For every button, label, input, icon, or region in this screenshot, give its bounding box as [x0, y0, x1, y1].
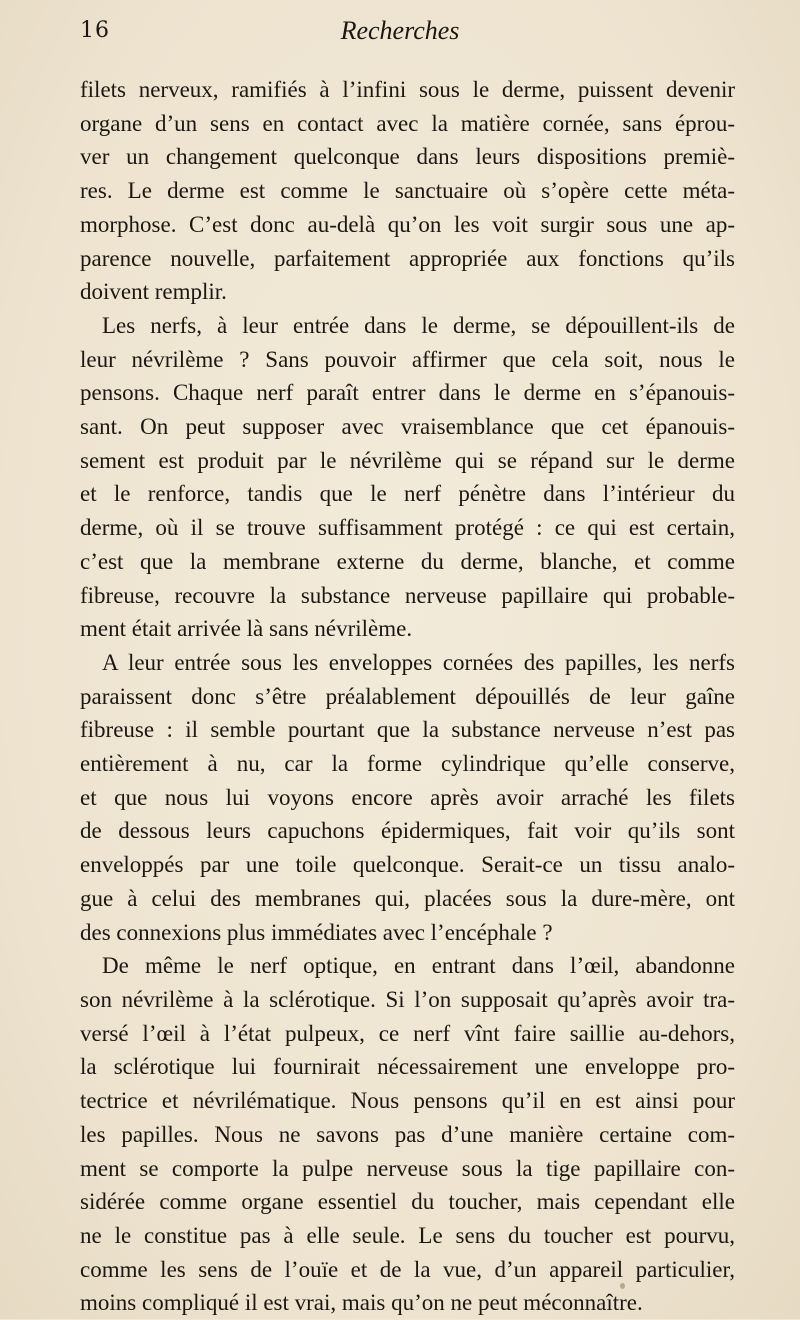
text-line: la sclérotique lui fournirait nécessairement une enveloppe pro- [80, 1054, 735, 1080]
text-line: les papilles. Nous ne savons pas d’une manière certaine com- [80, 1121, 735, 1147]
text-line: fibreuse, recouvre la substance nerveuse papillaire qui probable- [80, 582, 735, 608]
page-number: 16 [80, 18, 110, 43]
text-line: ne le constitue pas à elle seule. Le sens du toucher est pourvu, [80, 1222, 735, 1248]
text-line: ment se comporte la pulpe nerveuse sous la tige papillaire con- [80, 1155, 735, 1181]
text-line: A leur entrée sous les enveloppes cornées des papilles, les nerfs [102, 649, 735, 675]
text-line: Les nerfs, à leur entrée dans le derme, se dépouillent-ils de [102, 312, 735, 338]
text-line: fibreuse : il semble pourtant que la substance nerveuse n’est pas [80, 717, 735, 743]
text-line: son névrilème à la sclérotique. Si l’on supposait qu’après avoir tra- [80, 986, 735, 1012]
paragraph [80, 646, 735, 949]
text-line: des connexions plus immédiates avec l’encéphale ? [80, 919, 553, 945]
text-line: morphose. C’est donc au-delà qu’on les voit surgir sous une ap- [80, 211, 735, 237]
text-line: res. Le derme est comme le sanctuaire où s’opère cette méta- [80, 178, 735, 204]
text-line: parence nouvelle, parfaitement appropriée aux fonctions qu’ils [80, 245, 735, 271]
text-line: derme, où il se trouve suffisamment protégé : ce qui est certain, [80, 515, 735, 541]
text-line: ment était arrivée là sans névrilème. [80, 616, 413, 642]
text-line: sidérée comme organe essentiel du toucher, mais cependant elle [80, 1189, 735, 1215]
paragraph [80, 309, 735, 646]
text-line: et le renforce, tandis que le nerf pénètre dans l’intérieur du [80, 481, 735, 507]
text-line: leur névrilème ? Sans pouvoir affirmer que cela soit, nous le [80, 346, 735, 372]
running-title: Recherches [340, 16, 460, 45]
text-line: entièrement à nu, car la forme cylindrique qu’elle conserve, [80, 751, 735, 777]
text-line: ver un changement quelconque dans leurs dispositions premiè- [80, 144, 735, 170]
text-line: c’est que la membrane externe du derme, blanche, et comme [80, 548, 735, 574]
paragraph [80, 73, 735, 309]
text-line: De même le nerf optique, en entrant dans l’œil, abandonne [102, 953, 735, 979]
text-line: moins compliqué il est vrai, mais qu’on ne peut méconnaître. [80, 1290, 643, 1316]
text-line: gue à celui des membranes qui, placées sous la dure-mère, ont [80, 885, 735, 911]
text-line: doivent remplir. [80, 279, 227, 305]
text-line: paraissent donc s’être préalablement dépouillés de leur gaîne [80, 683, 735, 709]
paper-speck [620, 1283, 625, 1289]
text-line: de dessous leurs capuchons épidermiques, fait voir qu’ils sont [80, 818, 735, 844]
text-line: enveloppés par une toile quelconque. Serait-ce un tissu analo- [80, 852, 735, 878]
page-header [80, 14, 720, 54]
text-line: versé l’œil à l’état pulpeux, ce nerf vînt faire saillie au-dehors, [80, 1020, 735, 1046]
text-line: tectrice et névrilématique. Nous pensons qu’il en est ainsi pour [80, 1088, 735, 1114]
body-text [80, 73, 735, 1320]
text-line: filets nerveux, ramifiés à l’infini sous le derme, puissent devenir [80, 77, 735, 102]
text-line: et que nous lui voyons encore après avoir arraché les filets [80, 784, 735, 810]
text-line: sant. On peut supposer avec vraisemblance que cet épanouis- [80, 414, 735, 440]
paragraph [80, 949, 735, 1320]
text-line: pensons. Chaque nerf paraît entrer dans le derme en s’épanouis- [80, 380, 735, 406]
text-line: comme les sens de l’ouïe et de la vue, d’un appareil particulier, [80, 1256, 735, 1282]
text-line: organe d’un sens en contact avec la matière cornée, sans éprou- [80, 110, 735, 136]
text-line: sement est produit par le névrilème qui se répand sur le derme [80, 447, 735, 473]
